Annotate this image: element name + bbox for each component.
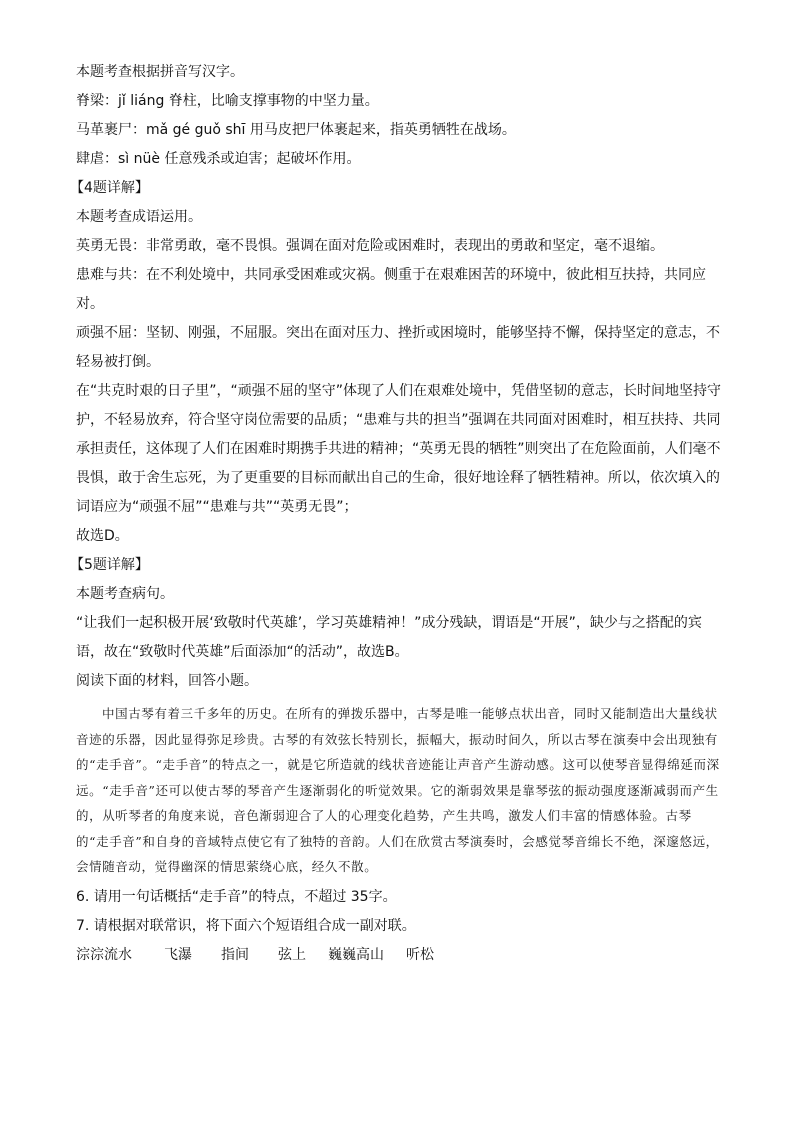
text-line: 本题考查病句。 bbox=[76, 586, 174, 602]
text-line: 本题考查成语运用。 bbox=[76, 209, 202, 225]
document-page bbox=[70, 58, 724, 970]
text-line: 肆虐：sì nüè 任意残杀或迫害；起破坏作用。 bbox=[76, 151, 361, 167]
phrase-item: 飞瀑 bbox=[164, 946, 192, 963]
text-line: 马革裹尸：mǎ gé guǒ shī 用马皮把尸体裹起来，指英勇牺牲在战场。 bbox=[76, 122, 516, 138]
text-line: 脊梁：jǐ liáng 脊柱，比喻支撑事物的中坚力量。 bbox=[76, 93, 379, 109]
text-line: 本题考查根据拼音写汉字。 bbox=[76, 64, 244, 80]
text-paragraph: 在“共克时艰的日子里”，“顽强不屈的坚守”体现了人们在艰难处境中，凭借坚韧的意志，长时间地坚持守护，不轻易放弃，符合坚守岗位需要的品质；“患难与共的担当”强调在共同面对困难时，相互扶持、共同承担责任，这体现了人们在困难时期携手共进的精神；“英勇无畏的牺牲”则突出了在危险面前，人们毫不畏惧，敢于舍生忘死，为了更重要的目标而献出自己的生命，很好地诠释了牺牲精神。所以，依次填入的词语应为“顽强不屈”“患难与共”“英勇无畏”； bbox=[76, 383, 722, 515]
phrase-item: 弦上 bbox=[278, 946, 306, 963]
reading-passage: 中国古琴有着三千多年的历史。在所有的弹拨乐器中，古琴是唯一能够点状出音，同时又能制造出大量线状音迹的乐器，因此显得弥足珍贵。古琴的有效弦长特别长，振幅大，振动时间久，所以古琴在演奏中会出现独有的“走手音”。“走手音”的特点之一，就是它所造就的线状音迹能让声音产生游动感。这可以使琴音显得绵延而深远。“走手音”还可以使古琴的琴音产生逐渐弱化的听觉效果。它的渐弱效果是靠琴弦的振动强度逐渐减弱而产生的，从听琴者的角度来说，音色渐弱迎合了人的心理变化趋势，产生共鸣，激发人们丰富的情感体验。古琴的“走手音”和自身的音域特点使它有了独特的音韵。人们在欣赏古琴演奏时，会感觉琴音绵长不绝，深邃悠远，会情随音动，觉得幽深的情思萦绕心底，经久不散。 bbox=[76, 706, 720, 874]
text-paragraph: 顽强不屈：坚韧、刚强，不屈服。突出在面对压力、挫折或困境时，能够坚持不懈，保持坚定的意志，不轻易被打倒。 bbox=[76, 325, 720, 370]
section-heading-5: 【5题详解】 bbox=[70, 557, 149, 573]
phrase-item: 淙淙流水 bbox=[76, 946, 132, 963]
text-line: 故选D。 bbox=[76, 528, 129, 544]
text-paragraph: “让我们一起积极开展‘致敬时代英雄’，学习英雄精神！”成分残缺，谓语是“开展”，缺少与之搭配的宾语，故在“致敬时代英雄”后面添加“的活动”，故选B。 bbox=[76, 615, 702, 660]
question-7: 7. 请根据对联常识，将下面六个短语组合成一副对联。 bbox=[76, 917, 416, 934]
text-line: 英勇无畏：非常勇敢，毫不畏惧。强调在面对危险或困难时，表现出的勇敢和坚定，毫不退缩。 bbox=[76, 238, 664, 254]
phrase-list bbox=[76, 941, 724, 970]
phrase-item: 听松 bbox=[406, 946, 434, 963]
question-6: 6. 请用一句话概括“走手音”的特点，不超过 35字。 bbox=[76, 888, 397, 905]
section-heading-4: 【4题详解】 bbox=[70, 180, 149, 196]
text-paragraph: 患难与共：在不利处境中，共同承受困难或灾祸。侧重于在艰难困苦的环境中，彼此相互扶持，共同应对。 bbox=[76, 267, 706, 312]
phrase-item: 巍巍高山 bbox=[328, 946, 384, 963]
text-line: 阅读下面的材料，回答小题。 bbox=[76, 673, 258, 689]
phrase-item: 指间 bbox=[221, 946, 249, 963]
